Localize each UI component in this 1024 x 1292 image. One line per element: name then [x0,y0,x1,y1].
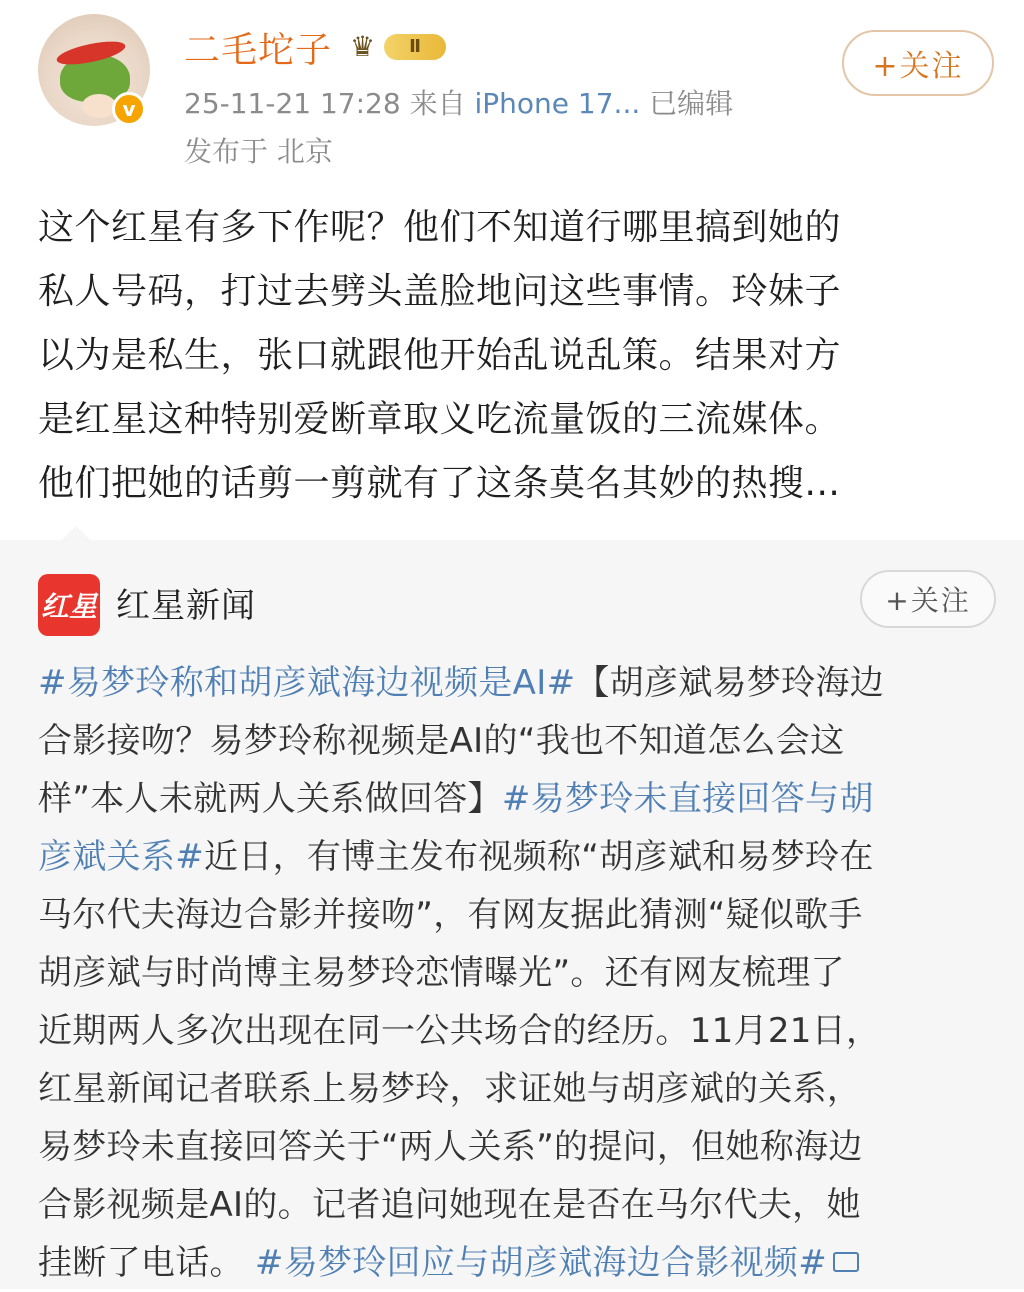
post-location: 发布于 北京 [184,135,333,168]
post-line: 以为是私生，张口就跟他开始乱说乱策。结果对方 [38,335,842,376]
repost-line: 合影接吻？易梦玲称视频是AI的“我也不知道怎么会这 [38,721,845,761]
repost-line: 马尔代夫海边合影并接吻”，有网友据此猜测“疑似歌手 [38,895,863,935]
avatar-face [82,94,116,118]
repost-line [38,770,998,828]
post-text [38,196,988,516]
repost-follow-button[interactable]: +关注 [860,570,996,628]
post-line: 这个红星有多下作呢？他们不知道行哪里搞到她的 [38,207,842,248]
source-prefix: 来自 [409,87,466,120]
post-source[interactable]: iPhone 17... [474,87,641,120]
crown-icon: ♛ [350,30,376,63]
post-line: 私人号码，打过去劈头盖脸地问这些事情。玲妹子 [38,271,842,312]
repost-text [38,654,998,1292]
repost-line: 合影视频是AI的。记者追问她现在是否在马尔代夫，她 [38,1185,861,1225]
repost-text-segment: 样”本人未就两人关系做回答】 [38,779,502,819]
follow-button[interactable]: +关注 [842,30,994,96]
post-line: 是红星这种特别爱断章取义吃流量饭的三流媒体。 [38,399,842,440]
repost-line: 胡彦斌与时尚博主易梦玲恋情曝光”。还有网友梳理了 [38,953,845,993]
repost-line [38,654,998,712]
verified-badge-icon: v [112,92,146,126]
repost-account-name[interactable]: 红星新闻 [116,586,256,626]
hashtag-link[interactable]: 彦斌关系# [38,837,204,877]
repost-text-segment: 挂断了电话。 [38,1243,255,1283]
edited-label[interactable]: 已编辑 [649,87,734,120]
hashtag-link[interactable]: #易梦玲未直接回答与胡 [501,779,874,819]
video-link-icon[interactable] [833,1252,859,1272]
repost-text-segment: 【胡彦斌易梦玲海边 [575,663,885,703]
repost-line [38,1234,998,1292]
post-meta [184,82,733,122]
post-line: 他们把她的话剪一剪就有了这条莫名其妙的热搜... [38,463,841,504]
repost-line: 近期两人多次出现在同一公共场合的经历。11月21日， [38,1011,881,1051]
repost-line: 易梦玲未直接回答关于“两人关系”的提问，但她称海边 [38,1127,863,1167]
hashtag-link[interactable]: #易梦玲回应与胡彦斌海边合影视频# [254,1243,827,1283]
author-name[interactable]: 二毛坨子 [184,30,333,71]
hongxing-logo[interactable]: 红星 [38,574,100,636]
post-timestamp: 25-11-21 17:28 [184,87,401,120]
repost-line: 红星新闻记者联系上易梦玲，求证她与胡彦斌的关系， [38,1069,862,1109]
post-header [0,0,1024,180]
hashtag-link[interactable]: #易梦玲称和胡彦斌海边视频是AI# [38,663,576,703]
repost-text-segment: 近日，有博主发布视频称“胡彦斌和易梦玲在 [204,837,874,877]
level-number: Ⅱ [384,34,446,60]
repost-line [38,828,998,886]
level-badge[interactable] [350,30,454,64]
